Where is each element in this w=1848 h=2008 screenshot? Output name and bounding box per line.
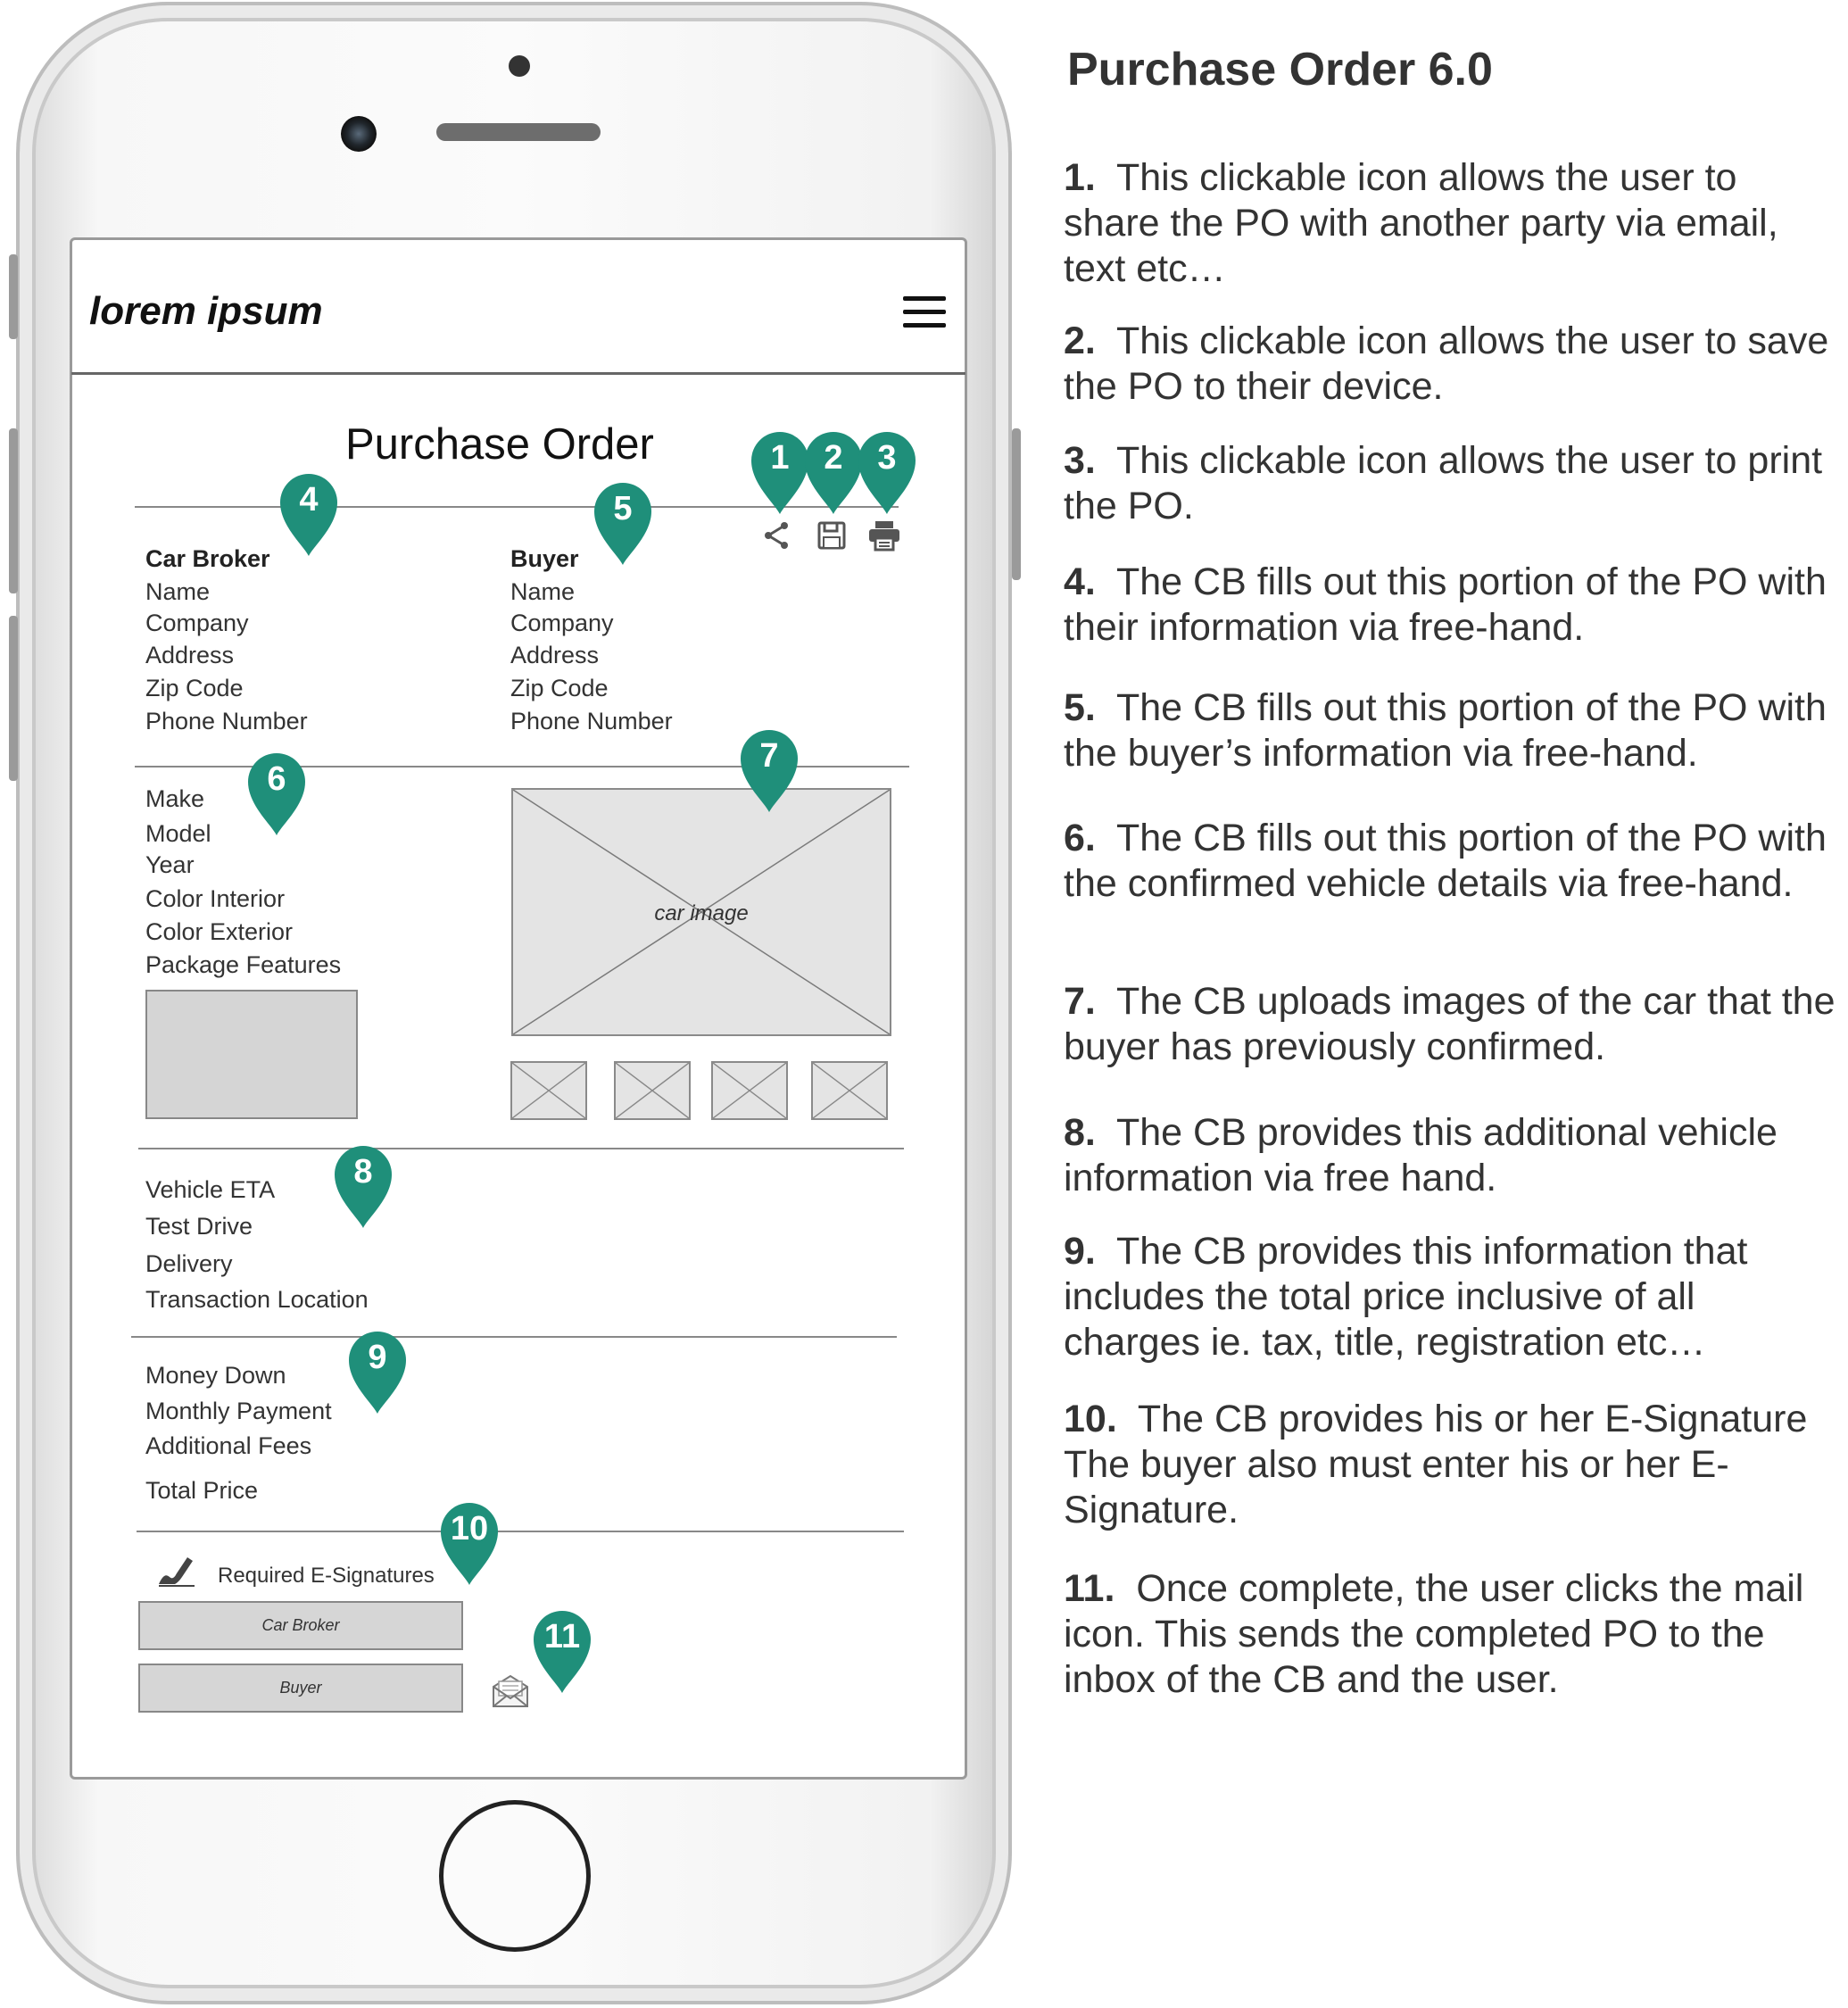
buyer-phone-field[interactable]: Phone Number [510,708,673,734]
additional-fees-field[interactable]: Additional Fees [145,1432,312,1459]
mail-icon[interactable] [491,1674,530,1708]
section-divider [138,1148,904,1149]
car-image-label: car image [654,901,749,925]
header-divider [71,372,965,375]
signature-icon [157,1554,196,1588]
marker-10: 10 [437,1499,501,1585]
note-8: 8. The CB provides this additional vehicle information via free hand. [1064,1111,1778,1199]
note-5: 5. The CB fills out this portion of the PO with the buyer’s information via free-hand. [1064,686,1827,775]
section-divider [137,1531,904,1532]
marker-4: 4 [277,470,341,556]
note-11: 11. Once complete, the user clicks the mail icon. This sends the completed PO to the inbox of the CB and the user. [1064,1567,1804,1701]
marker-1: 1 [748,428,812,514]
note-3: 3. This clickable icon allows the user to print the PO. [1064,439,1823,527]
test-drive-field[interactable]: Test Drive [145,1213,253,1240]
note-7: 7. The CB uploads images of the car that the buyer has previously confirmed. [1064,980,1836,1068]
vehicle-eta-field[interactable]: Vehicle ETA [145,1176,276,1203]
total-price-field[interactable]: Total Price [145,1477,259,1504]
model-field[interactable]: Model [145,820,211,847]
broker-zip-field[interactable]: Zip Code [145,675,244,701]
menu-icon[interactable] [903,296,946,330]
color-interior-field[interactable]: Color Interior [145,885,286,912]
note-9: 9. The CB provides this information that includes the total price inclusive of all charges ie. tax, title, registration etc… [1064,1230,1748,1364]
marker-2: 2 [801,428,866,514]
marker-11: 11 [530,1607,594,1693]
note-4: 4. The CB fills out this portion of the PO with their information via free-hand. [1064,560,1827,649]
buyer-heading: Buyer [510,545,579,572]
delivery-field[interactable]: Delivery [145,1250,233,1277]
home-button[interactable] [439,1800,591,1952]
print-icon[interactable] [867,519,901,552]
phone-power-button [1012,428,1021,580]
broker-company-field[interactable]: Company [145,610,249,636]
transaction-location-field[interactable]: Transaction Location [145,1286,369,1313]
broker-name-field[interactable]: Name [145,578,211,605]
thumbnail-3[interactable] [711,1061,788,1120]
package-features-box[interactable] [145,990,358,1119]
thumbnail-4[interactable] [811,1061,888,1120]
money-down-field[interactable]: Money Down [145,1362,286,1389]
buyer-name-field[interactable]: Name [510,578,576,605]
page-title: Purchase Order [345,420,654,469]
marker-9: 9 [345,1328,410,1414]
marker-8: 8 [331,1142,395,1228]
required-signatures-label: Required E-Signatures [218,1564,435,1588]
note-6: 6. The CB fills out this portion of the PO with the confirmed vehicle details via free-hand. [1064,817,1827,905]
marker-7: 7 [737,726,801,812]
proximity-sensor [509,55,530,77]
buyer-company-field[interactable]: Company [510,610,614,636]
monthly-payment-field[interactable]: Monthly Payment [145,1398,332,1424]
year-field[interactable]: Year [145,851,195,878]
share-icon[interactable] [763,521,790,550]
make-field[interactable]: Make [145,785,205,812]
front-camera [341,116,377,152]
buyer-signature-field[interactable]: Buyer [138,1664,463,1713]
buyer-address-field[interactable]: Address [510,642,600,668]
marker-5: 5 [591,479,655,565]
package-features-field[interactable]: Package Features [145,951,342,978]
phone-mute-switch [9,254,18,339]
note-1: 1. This clickable icon allows the user to share the PO with another party via email, text etc… [1064,156,1778,290]
marker-3: 3 [855,428,919,514]
earpiece-speaker [436,123,601,141]
car-broker-heading: Car Broker [145,545,270,572]
broker-phone-field[interactable]: Phone Number [145,708,308,734]
marker-6: 6 [244,750,309,835]
thumbnail-1[interactable] [510,1061,587,1120]
phone-volume-down [9,616,18,781]
section-divider [131,1336,897,1338]
save-icon[interactable] [817,521,846,550]
broker-address-field[interactable]: Address [145,642,235,668]
thumbnail-2[interactable] [614,1061,691,1120]
note-10: 10. The CB provides his or her E-Signature The buyer also must enter his or her E-Signature. [1064,1398,1808,1531]
app-brand: lorem ipsum [89,289,323,333]
note-2: 2. This clickable icon allows the user to save the PO to their device. [1064,319,1829,408]
buyer-zip-field[interactable]: Zip Code [510,675,609,701]
car-broker-signature-field[interactable]: Car Broker [138,1601,463,1650]
color-exterior-field[interactable]: Color Exterior [145,918,294,945]
phone-volume-up [9,428,18,593]
document-title: Purchase Order 6.0 [1067,44,1493,95]
